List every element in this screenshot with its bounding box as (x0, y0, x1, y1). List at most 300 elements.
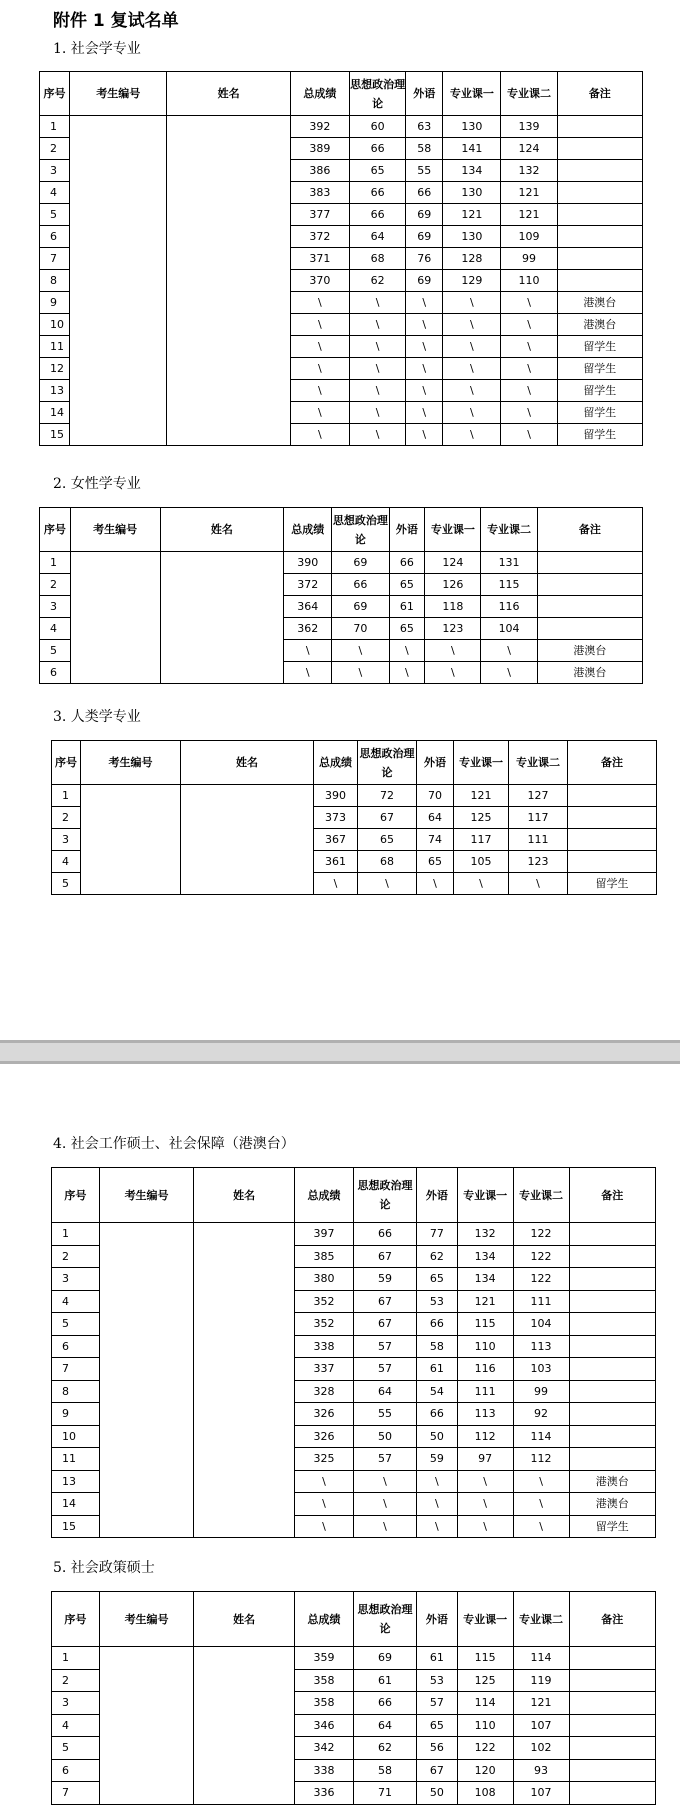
cell-name (160, 574, 284, 596)
table-row (40, 640, 643, 662)
table-row (52, 1448, 656, 1471)
cell-major2: 107 (513, 1782, 569, 1805)
cell-major2: 121 (501, 204, 557, 226)
table-row (52, 1425, 656, 1448)
cell-exam-no (81, 807, 181, 829)
cell-exam-no (99, 1245, 194, 1268)
cell-exam-no (70, 662, 160, 684)
cell-name (194, 1245, 295, 1268)
cell-index: 15 (40, 424, 70, 446)
cell-remark (569, 1759, 655, 1782)
cell-major2: 121 (501, 182, 557, 204)
cell-politics: 59 (353, 1268, 416, 1291)
cell-name (194, 1425, 295, 1448)
cell-foreign: 70 (417, 785, 454, 807)
cell-index: 5 (40, 204, 70, 226)
table-row (40, 336, 643, 358)
cell-name (194, 1313, 295, 1336)
cell-major1: 129 (443, 270, 501, 292)
cell-name (194, 1493, 295, 1516)
cell-index: 10 (52, 1425, 100, 1448)
cell-total: \ (290, 292, 349, 314)
header-major1: 专业课一 (425, 508, 481, 552)
header-remark: 备注 (569, 1592, 655, 1647)
cell-major2: 110 (501, 270, 557, 292)
cell-total: 326 (295, 1403, 354, 1426)
header-total: 总成绩 (284, 508, 332, 552)
header-major2: 专业课二 (509, 741, 568, 785)
cell-major1: 141 (443, 138, 501, 160)
cell-major1: 130 (443, 226, 501, 248)
cell-name (194, 1358, 295, 1381)
cell-index: 1 (52, 785, 81, 807)
cell-major1: \ (457, 1470, 513, 1493)
cell-politics: 65 (358, 829, 417, 851)
cell-politics: 64 (350, 226, 406, 248)
table-row (52, 1692, 656, 1715)
cell-major1: \ (443, 380, 501, 402)
cell-remark (557, 226, 642, 248)
cell-major1: \ (443, 292, 501, 314)
cell-total: \ (295, 1493, 354, 1516)
cell-remark (557, 182, 642, 204)
cell-exam-no (81, 829, 181, 851)
cell-exam-no (70, 552, 160, 574)
page-separator (0, 1040, 680, 1064)
cell-major2: 124 (501, 138, 557, 160)
header-major2: 专业课二 (501, 72, 557, 116)
cell-foreign: 69 (406, 226, 443, 248)
cell-exam-no (99, 1759, 194, 1782)
cell-index: 5 (52, 1737, 100, 1760)
cell-total: 386 (290, 160, 349, 182)
cell-total: 372 (284, 574, 332, 596)
cell-politics: 72 (358, 785, 417, 807)
header-name: 姓名 (194, 1168, 295, 1223)
cell-index: 14 (40, 402, 70, 424)
cell-remark: 留学生 (569, 1515, 655, 1538)
cell-remark (557, 116, 642, 138)
cell-major2: 99 (513, 1380, 569, 1403)
cell-remark: 留学生 (557, 336, 642, 358)
cell-index: 4 (52, 851, 81, 873)
cell-foreign: 63 (406, 116, 443, 138)
cell-politics: 58 (353, 1759, 416, 1782)
cell-major1: 115 (457, 1647, 513, 1670)
cell-major2: 92 (513, 1403, 569, 1426)
cell-index: 6 (40, 226, 70, 248)
cell-name (160, 596, 284, 618)
cell-foreign: 65 (417, 1714, 458, 1737)
cell-remark (569, 1380, 655, 1403)
cell-major2: 104 (513, 1313, 569, 1336)
cell-total: 361 (314, 851, 358, 873)
cell-total: 352 (295, 1290, 354, 1313)
cell-index: 7 (52, 1782, 100, 1805)
cell-major1: 110 (457, 1714, 513, 1737)
cell-major1: 111 (457, 1380, 513, 1403)
cell-name (194, 1759, 295, 1782)
cell-total: 362 (284, 618, 332, 640)
cell-name (181, 785, 314, 807)
cell-major1: 121 (443, 204, 501, 226)
cell-total: 389 (290, 138, 349, 160)
cell-index: 1 (52, 1223, 100, 1246)
section-title-1: 1. 社会学专业 (53, 41, 141, 57)
cell-total: 377 (290, 204, 349, 226)
cell-index: 2 (40, 138, 70, 160)
cell-name (194, 1448, 295, 1471)
cell-total: 364 (284, 596, 332, 618)
cell-politics: 50 (353, 1425, 416, 1448)
cell-politics: 70 (332, 618, 389, 640)
cell-major2: 131 (481, 552, 537, 574)
cell-index: 4 (40, 618, 71, 640)
cell-remark (569, 1290, 655, 1313)
cell-politics: \ (350, 292, 406, 314)
cell-major1: \ (443, 358, 501, 380)
table-row (40, 182, 643, 204)
header-idx: 序号 (40, 508, 71, 552)
cell-major1: 134 (457, 1268, 513, 1291)
cell-name (194, 1290, 295, 1313)
cell-major2: 112 (513, 1448, 569, 1471)
table-row (40, 380, 643, 402)
cell-foreign: 65 (417, 851, 454, 873)
cell-remark: 留学生 (557, 402, 642, 424)
cell-total: 370 (290, 270, 349, 292)
table-header-row (52, 741, 657, 785)
cell-total: \ (284, 640, 332, 662)
cell-total: 372 (290, 226, 349, 248)
cell-remark: 留学生 (557, 358, 642, 380)
cell-index: 9 (52, 1403, 100, 1426)
cell-major1: \ (443, 336, 501, 358)
cell-total: \ (290, 358, 349, 380)
cell-major2: 119 (513, 1669, 569, 1692)
header-exam-no: 考生编号 (99, 1592, 194, 1647)
cell-politics: \ (353, 1515, 416, 1538)
table-header-row (52, 1592, 656, 1647)
header-foreign: 外语 (417, 1168, 458, 1223)
cell-exam-no (99, 1448, 194, 1471)
header-politics: 思想政治理论 (350, 72, 406, 116)
table-row (52, 1515, 656, 1538)
cell-remark (569, 1313, 655, 1336)
cell-foreign: \ (417, 1493, 458, 1516)
cell-politics: 57 (353, 1358, 416, 1381)
cell-major1: 108 (457, 1782, 513, 1805)
cell-foreign: 76 (406, 248, 443, 270)
cell-major1: 118 (425, 596, 481, 618)
cell-name (194, 1268, 295, 1291)
cell-remark (568, 785, 657, 807)
cell-exam-no (99, 1647, 194, 1670)
cell-major2: \ (501, 402, 557, 424)
header-major2: 专业课二 (513, 1168, 569, 1223)
cell-total: 352 (295, 1313, 354, 1336)
cell-exam-no (70, 292, 167, 314)
cell-major1: 130 (443, 182, 501, 204)
cell-major2: 139 (501, 116, 557, 138)
cell-major2: \ (481, 640, 537, 662)
cell-name (160, 552, 284, 574)
cell-politics: 62 (353, 1737, 416, 1760)
header-foreign: 外语 (406, 72, 443, 116)
score-table-sociology (39, 71, 643, 446)
cell-exam-no (99, 1692, 194, 1715)
cell-major2: 122 (513, 1223, 569, 1246)
cell-foreign: 61 (417, 1358, 458, 1381)
cell-index: 15 (52, 1515, 100, 1538)
cell-index: 6 (40, 662, 71, 684)
cell-major2: 104 (481, 618, 537, 640)
cell-total: 342 (295, 1737, 354, 1760)
cell-major1: 125 (454, 807, 509, 829)
cell-major2: \ (509, 873, 568, 895)
cell-major1: 125 (457, 1669, 513, 1692)
cell-name (160, 618, 284, 640)
cell-total: 390 (314, 785, 358, 807)
cell-index: 4 (52, 1714, 100, 1737)
table-row (52, 1647, 656, 1670)
cell-major2: 114 (513, 1425, 569, 1448)
cell-politics: 65 (350, 160, 406, 182)
cell-major1: \ (443, 424, 501, 446)
cell-politics: 69 (332, 552, 389, 574)
cell-politics: 66 (353, 1692, 416, 1715)
cell-foreign: 66 (406, 182, 443, 204)
cell-exam-no (70, 182, 167, 204)
cell-total: 326 (295, 1425, 354, 1448)
cell-foreign: \ (406, 314, 443, 336)
cell-major2: 111 (509, 829, 568, 851)
cell-major1: 124 (425, 552, 481, 574)
cell-name (167, 138, 290, 160)
cell-major1: 134 (443, 160, 501, 182)
header-major1: 专业课一 (454, 741, 509, 785)
cell-politics: \ (350, 336, 406, 358)
cell-politics: 57 (353, 1448, 416, 1471)
cell-major1: \ (457, 1493, 513, 1516)
cell-total: 367 (314, 829, 358, 851)
table-row (40, 226, 643, 248)
cell-index: 14 (52, 1493, 100, 1516)
cell-remark (568, 851, 657, 873)
table-row (52, 851, 657, 873)
cell-name (194, 1380, 295, 1403)
header-name: 姓名 (167, 72, 290, 116)
table-row (52, 1290, 656, 1313)
cell-index: 2 (52, 807, 81, 829)
cell-major1: 132 (457, 1223, 513, 1246)
cell-remark: 港澳台 (537, 662, 642, 684)
table-row (52, 1737, 656, 1760)
cell-name (194, 1714, 295, 1737)
cell-politics: \ (353, 1493, 416, 1516)
cell-major1: 128 (443, 248, 501, 270)
cell-name (181, 807, 314, 829)
cell-foreign: \ (406, 292, 443, 314)
cell-exam-no (70, 226, 167, 248)
cell-foreign: 57 (417, 1692, 458, 1715)
table-header-row (40, 72, 643, 116)
cell-total: 346 (295, 1714, 354, 1737)
cell-remark (537, 552, 642, 574)
cell-major2: 127 (509, 785, 568, 807)
cell-index: 3 (52, 829, 81, 851)
cell-exam-no (99, 1669, 194, 1692)
cell-remark (557, 138, 642, 160)
table-row (52, 807, 657, 829)
cell-major2: 103 (513, 1358, 569, 1381)
cell-foreign: 65 (389, 618, 425, 640)
cell-major2: 113 (513, 1335, 569, 1358)
cell-foreign: 55 (406, 160, 443, 182)
cell-major2: 123 (509, 851, 568, 873)
cell-index: 1 (52, 1647, 100, 1670)
cell-major1: 120 (457, 1759, 513, 1782)
table-row (52, 1782, 656, 1805)
cell-index: 3 (52, 1268, 100, 1291)
cell-total: 337 (295, 1358, 354, 1381)
cell-exam-no (99, 1425, 194, 1448)
cell-major1: 114 (457, 1692, 513, 1715)
header-major1: 专业课一 (457, 1592, 513, 1647)
cell-name (181, 873, 314, 895)
table-row (52, 1759, 656, 1782)
cell-major1: 117 (454, 829, 509, 851)
cell-name (194, 1515, 295, 1538)
header-total: 总成绩 (314, 741, 358, 785)
cell-foreign: 56 (417, 1737, 458, 1760)
cell-remark (569, 1245, 655, 1268)
cell-major2: 116 (481, 596, 537, 618)
table-row (52, 1714, 656, 1737)
cell-foreign: 66 (417, 1403, 458, 1426)
cell-name (194, 1737, 295, 1760)
cell-politics: 68 (350, 248, 406, 270)
table-row (40, 138, 643, 160)
cell-index: 4 (40, 182, 70, 204)
cell-exam-no (99, 1515, 194, 1538)
header-idx: 序号 (52, 741, 81, 785)
header-major1: 专业课一 (457, 1168, 513, 1223)
score-table-social-policy (51, 1591, 656, 1805)
cell-exam-no (70, 138, 167, 160)
cell-foreign: 74 (417, 829, 454, 851)
header-total: 总成绩 (295, 1168, 354, 1223)
header-name: 姓名 (181, 741, 314, 785)
cell-politics: \ (332, 640, 389, 662)
table-row (40, 314, 643, 336)
cell-foreign: \ (406, 336, 443, 358)
cell-name (181, 829, 314, 851)
cell-remark (569, 1448, 655, 1471)
cell-foreign: 77 (417, 1223, 458, 1246)
table-header-row (52, 1168, 656, 1223)
cell-major1: \ (454, 873, 509, 895)
table-row (40, 292, 643, 314)
header-idx: 序号 (52, 1592, 100, 1647)
cell-name (167, 358, 290, 380)
cell-foreign: 66 (417, 1313, 458, 1336)
header-foreign: 外语 (417, 1592, 458, 1647)
cell-major1: 123 (425, 618, 481, 640)
cell-total: 358 (295, 1669, 354, 1692)
cell-major2: 109 (501, 226, 557, 248)
cell-remark (569, 1782, 655, 1805)
header-politics: 思想政治理论 (353, 1592, 416, 1647)
cell-total: 338 (295, 1335, 354, 1358)
cell-total: 338 (295, 1759, 354, 1782)
cell-name (167, 270, 290, 292)
cell-politics: \ (350, 402, 406, 424)
cell-foreign: 69 (406, 270, 443, 292)
cell-exam-no (99, 1493, 194, 1516)
cell-politics: 67 (353, 1245, 416, 1268)
cell-exam-no (81, 873, 181, 895)
cell-index: 6 (52, 1335, 100, 1358)
cell-remark (569, 1647, 655, 1670)
header-remark: 备注 (537, 508, 642, 552)
cell-remark (569, 1268, 655, 1291)
cell-name (194, 1335, 295, 1358)
cell-total: 328 (295, 1380, 354, 1403)
score-table-anthropology (51, 740, 657, 895)
cell-exam-no (99, 1268, 194, 1291)
cell-index: 9 (40, 292, 70, 314)
cell-major2: 114 (513, 1647, 569, 1670)
cell-index: 8 (52, 1380, 100, 1403)
cell-exam-no (70, 640, 160, 662)
cell-foreign: 65 (417, 1268, 458, 1291)
cell-remark (569, 1403, 655, 1426)
cell-exam-no (99, 1380, 194, 1403)
cell-total: \ (290, 314, 349, 336)
cell-name (167, 116, 290, 138)
cell-major1: \ (443, 314, 501, 336)
cell-exam-no (70, 336, 167, 358)
cell-remark (569, 1425, 655, 1448)
cell-exam-no (99, 1313, 194, 1336)
cell-politics: \ (350, 358, 406, 380)
cell-exam-no (70, 424, 167, 446)
cell-foreign: 53 (417, 1669, 458, 1692)
cell-name (167, 160, 290, 182)
cell-major2: 122 (513, 1245, 569, 1268)
cell-index: 4 (52, 1290, 100, 1313)
cell-major2: 132 (501, 160, 557, 182)
table-row (40, 618, 643, 640)
cell-total: 385 (295, 1245, 354, 1268)
cell-foreign: 66 (389, 552, 425, 574)
section-title-3: 3. 人类学专业 (53, 709, 141, 725)
cell-major2: 107 (513, 1714, 569, 1737)
table-row (52, 1245, 656, 1268)
cell-politics: 60 (350, 116, 406, 138)
table-row (40, 248, 643, 270)
cell-foreign: 59 (417, 1448, 458, 1471)
cell-total: 371 (290, 248, 349, 270)
cell-remark (569, 1358, 655, 1381)
cell-remark (569, 1714, 655, 1737)
cell-index: 5 (52, 873, 81, 895)
table-row (52, 1470, 656, 1493)
cell-major2: \ (513, 1470, 569, 1493)
header-major2: 专业课二 (513, 1592, 569, 1647)
cell-name (167, 204, 290, 226)
